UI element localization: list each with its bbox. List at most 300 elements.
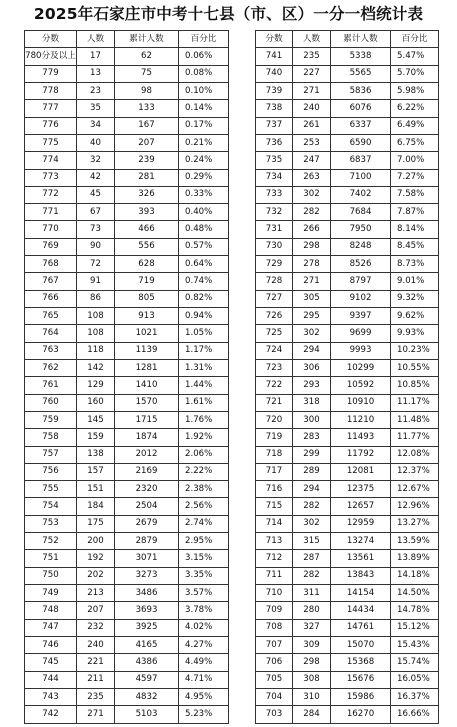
count-cell: 261 — [293, 117, 331, 134]
percent-cell: 16.05% — [391, 671, 439, 688]
table-row — [256, 585, 439, 602]
table-row — [25, 585, 229, 602]
table-row — [25, 65, 229, 82]
score-cell: 720 — [256, 411, 293, 428]
count-cell: 298 — [293, 654, 331, 671]
table-row — [256, 325, 439, 342]
score-cell: 740 — [256, 65, 293, 82]
percent-cell: 0.08% — [179, 65, 229, 82]
score-cell: 722 — [256, 377, 293, 394]
table-row — [256, 463, 439, 480]
header-cumulative: 累计人数 — [331, 31, 391, 48]
table-row — [256, 550, 439, 567]
count-cell: 42 — [77, 169, 115, 186]
table-row — [25, 204, 229, 221]
table-row — [256, 619, 439, 636]
score-cell: 764 — [25, 325, 77, 342]
cumulative-cell: 14761 — [331, 619, 391, 636]
count-cell: 157 — [77, 463, 115, 480]
score-cell: 709 — [256, 602, 293, 619]
score-cell: 771 — [25, 204, 77, 221]
table-row — [256, 48, 439, 65]
cumulative-cell: 6076 — [331, 100, 391, 117]
table-row — [256, 602, 439, 619]
percent-cell: 4.49% — [179, 654, 229, 671]
count-cell: 159 — [77, 429, 115, 446]
count-cell: 283 — [293, 429, 331, 446]
percent-cell: 0.10% — [179, 82, 229, 99]
cumulative-cell: 9397 — [331, 308, 391, 325]
score-cell: 743 — [25, 688, 77, 705]
cumulative-cell: 719 — [115, 273, 179, 290]
table-row — [25, 221, 229, 238]
percent-cell: 14.78% — [391, 602, 439, 619]
count-cell: 129 — [77, 377, 115, 394]
cumulative-cell: 9993 — [331, 342, 391, 359]
cumulative-cell: 2679 — [115, 515, 179, 532]
table-row — [25, 273, 229, 290]
percent-cell: 5.70% — [391, 65, 439, 82]
percent-cell: 1.05% — [179, 325, 229, 342]
table-row — [256, 377, 439, 394]
cumulative-cell: 239 — [115, 152, 179, 169]
cumulative-cell: 5565 — [331, 65, 391, 82]
score-cell: 731 — [256, 221, 293, 238]
cumulative-cell: 7100 — [331, 169, 391, 186]
table-row — [25, 463, 229, 480]
table-row — [256, 65, 439, 82]
table-row — [25, 342, 229, 359]
count-cell: 280 — [293, 602, 331, 619]
cumulative-cell: 628 — [115, 256, 179, 273]
score-cell: 734 — [256, 169, 293, 186]
cumulative-cell: 326 — [115, 186, 179, 203]
table-row — [25, 134, 229, 151]
score-cell: 741 — [256, 48, 293, 65]
count-cell: 235 — [77, 688, 115, 705]
cumulative-cell: 3071 — [115, 550, 179, 567]
percent-cell: 9.93% — [391, 325, 439, 342]
percent-cell: 3.57% — [179, 585, 229, 602]
percent-cell: 9.01% — [391, 273, 439, 290]
percent-cell: 10.23% — [391, 342, 439, 359]
percent-cell: 14.50% — [391, 585, 439, 602]
table-row — [256, 411, 439, 428]
percent-cell: 4.71% — [179, 671, 229, 688]
count-cell: 35 — [77, 100, 115, 117]
table-row — [256, 636, 439, 653]
cumulative-cell: 10299 — [331, 359, 391, 376]
percent-cell: 0.82% — [179, 290, 229, 307]
cumulative-cell: 15070 — [331, 636, 391, 653]
score-cell: 742 — [25, 706, 77, 723]
score-cell: 744 — [25, 671, 77, 688]
table-row — [25, 325, 229, 342]
cumulative-cell: 207 — [115, 134, 179, 151]
count-cell: 227 — [293, 65, 331, 82]
percent-cell: 0.06% — [179, 48, 229, 65]
count-cell: 160 — [77, 394, 115, 411]
count-cell: 282 — [293, 204, 331, 221]
table-row — [25, 654, 229, 671]
cumulative-cell: 12375 — [331, 481, 391, 498]
percent-cell: 2.22% — [179, 463, 229, 480]
percent-cell: 10.85% — [391, 377, 439, 394]
table-row — [25, 100, 229, 117]
count-cell: 34 — [77, 117, 115, 134]
score-cell: 728 — [256, 273, 293, 290]
table-row — [25, 550, 229, 567]
count-cell: 294 — [293, 481, 331, 498]
count-cell: 298 — [293, 238, 331, 255]
cumulative-cell: 2169 — [115, 463, 179, 480]
percent-cell: 12.37% — [391, 463, 439, 480]
score-cell: 749 — [25, 585, 77, 602]
count-cell: 305 — [293, 290, 331, 307]
percent-cell: 3.78% — [179, 602, 229, 619]
table-row — [25, 82, 229, 99]
count-cell: 271 — [77, 706, 115, 723]
count-cell: 221 — [77, 654, 115, 671]
table-row — [256, 671, 439, 688]
count-cell: 311 — [293, 585, 331, 602]
table-row — [25, 636, 229, 653]
score-cell: 779 — [25, 65, 77, 82]
score-cell: 759 — [25, 411, 77, 428]
score-cell: 747 — [25, 619, 77, 636]
score-cell: 772 — [25, 186, 77, 203]
cumulative-cell: 13274 — [331, 533, 391, 550]
percent-cell: 2.95% — [179, 533, 229, 550]
score-cell: 756 — [25, 463, 77, 480]
percent-cell: 16.66% — [391, 706, 439, 723]
score-cell: 735 — [256, 152, 293, 169]
percent-cell: 15.74% — [391, 654, 439, 671]
score-cell: 732 — [256, 204, 293, 221]
count-cell: 318 — [293, 394, 331, 411]
count-cell: 247 — [293, 152, 331, 169]
count-cell: 295 — [293, 308, 331, 325]
score-cell: 778 — [25, 82, 77, 99]
header-cumulative: 累计人数 — [115, 31, 179, 48]
count-cell: 118 — [77, 342, 115, 359]
percent-cell: 12.08% — [391, 446, 439, 463]
count-cell: 138 — [77, 446, 115, 463]
percent-cell: 2.56% — [179, 498, 229, 515]
cumulative-cell: 4597 — [115, 671, 179, 688]
percent-cell: 3.35% — [179, 567, 229, 584]
percent-cell: 0.17% — [179, 117, 229, 134]
score-cell: 723 — [256, 359, 293, 376]
cumulative-cell: 13843 — [331, 567, 391, 584]
count-cell: 309 — [293, 636, 331, 653]
table-row — [25, 186, 229, 203]
cumulative-cell: 11210 — [331, 411, 391, 428]
count-cell: 90 — [77, 238, 115, 255]
percent-cell: 14.18% — [391, 567, 439, 584]
header-count: 人数 — [77, 31, 115, 48]
cumulative-cell: 1139 — [115, 342, 179, 359]
table-row — [25, 359, 229, 376]
score-cell: 730 — [256, 238, 293, 255]
percent-cell: 0.21% — [179, 134, 229, 151]
cumulative-cell: 3693 — [115, 602, 179, 619]
table-row — [256, 359, 439, 376]
cumulative-cell: 4832 — [115, 688, 179, 705]
table-row — [25, 429, 229, 446]
table-row — [25, 688, 229, 705]
cumulative-cell: 7402 — [331, 186, 391, 203]
cumulative-cell: 98 — [115, 82, 179, 99]
percent-cell: 6.75% — [391, 134, 439, 151]
score-cell: 733 — [256, 186, 293, 203]
cumulative-cell: 3486 — [115, 585, 179, 602]
score-cell: 748 — [25, 602, 77, 619]
score-cell: 762 — [25, 359, 77, 376]
table-row — [25, 567, 229, 584]
score-cell: 761 — [25, 377, 77, 394]
percent-cell: 0.57% — [179, 238, 229, 255]
cumulative-cell: 15676 — [331, 671, 391, 688]
percent-cell: 12.67% — [391, 481, 439, 498]
cumulative-cell: 1874 — [115, 429, 179, 446]
percent-cell: 4.27% — [179, 636, 229, 653]
percent-cell: 1.76% — [179, 411, 229, 428]
header-score: 分数 — [25, 31, 77, 48]
cumulative-cell: 3925 — [115, 619, 179, 636]
percent-cell: 8.73% — [391, 256, 439, 273]
count-cell: 302 — [293, 515, 331, 532]
score-cell: 737 — [256, 117, 293, 134]
cumulative-cell: 466 — [115, 221, 179, 238]
count-cell: 240 — [293, 100, 331, 117]
count-cell: 266 — [293, 221, 331, 238]
table-row — [256, 117, 439, 134]
cumulative-cell: 2320 — [115, 481, 179, 498]
table-row — [256, 273, 439, 290]
table-row — [25, 48, 229, 65]
table-row — [25, 238, 229, 255]
percent-cell: 0.40% — [179, 204, 229, 221]
table-header-row — [256, 31, 439, 48]
cumulative-cell: 14434 — [331, 602, 391, 619]
cumulative-cell: 8248 — [331, 238, 391, 255]
score-cell: 777 — [25, 100, 77, 117]
table-row — [25, 481, 229, 498]
score-cell: 711 — [256, 567, 293, 584]
percent-cell: 5.47% — [391, 48, 439, 65]
count-cell: 67 — [77, 204, 115, 221]
count-cell: 184 — [77, 498, 115, 515]
cumulative-cell: 13561 — [331, 550, 391, 567]
table-row — [256, 100, 439, 117]
score-cell: 705 — [256, 671, 293, 688]
percent-cell: 0.94% — [179, 308, 229, 325]
cumulative-cell: 2012 — [115, 446, 179, 463]
percent-cell: 1.44% — [179, 377, 229, 394]
cumulative-cell: 133 — [115, 100, 179, 117]
score-cell: 725 — [256, 325, 293, 342]
score-cell: 750 — [25, 567, 77, 584]
score-cell: 780分及以上 — [25, 48, 77, 65]
count-cell: 17 — [77, 48, 115, 65]
header-count: 人数 — [293, 31, 331, 48]
table-row — [256, 567, 439, 584]
score-cell: 752 — [25, 533, 77, 550]
score-cell: 774 — [25, 152, 77, 169]
cumulative-cell: 6337 — [331, 117, 391, 134]
percent-cell: 4.95% — [179, 688, 229, 705]
count-cell: 315 — [293, 533, 331, 550]
cumulative-cell: 12081 — [331, 463, 391, 480]
score-cell: 729 — [256, 256, 293, 273]
cumulative-cell: 8526 — [331, 256, 391, 273]
count-cell: 192 — [77, 550, 115, 567]
percent-cell: 1.92% — [179, 429, 229, 446]
cumulative-cell: 5338 — [331, 48, 391, 65]
score-cell: 703 — [256, 706, 293, 723]
percent-cell: 0.29% — [179, 169, 229, 186]
cumulative-cell: 15986 — [331, 688, 391, 705]
cumulative-cell: 1410 — [115, 377, 179, 394]
cumulative-cell: 9102 — [331, 290, 391, 307]
percent-cell: 15.12% — [391, 619, 439, 636]
cumulative-cell: 7950 — [331, 221, 391, 238]
header-percent: 百分比 — [179, 31, 229, 48]
count-cell: 278 — [293, 256, 331, 273]
table-row — [256, 429, 439, 446]
count-cell: 293 — [293, 377, 331, 394]
table-row — [256, 308, 439, 325]
table-row — [25, 290, 229, 307]
cumulative-cell: 4386 — [115, 654, 179, 671]
cumulative-cell: 11493 — [331, 429, 391, 446]
score-cell: 757 — [25, 446, 77, 463]
table-row — [256, 515, 439, 532]
count-cell: 240 — [77, 636, 115, 653]
table-row — [256, 221, 439, 238]
score-cell: 767 — [25, 273, 77, 290]
count-cell: 282 — [293, 567, 331, 584]
score-cell: 746 — [25, 636, 77, 653]
cumulative-cell: 11792 — [331, 446, 391, 463]
cumulative-cell: 6590 — [331, 134, 391, 151]
percent-cell: 2.74% — [179, 515, 229, 532]
table-row — [256, 256, 439, 273]
percent-cell: 2.38% — [179, 481, 229, 498]
cumulative-cell: 75 — [115, 65, 179, 82]
percent-cell: 9.32% — [391, 290, 439, 307]
table-row — [256, 186, 439, 203]
cumulative-cell: 12959 — [331, 515, 391, 532]
table-row — [25, 169, 229, 186]
percent-cell: 9.62% — [391, 308, 439, 325]
count-cell: 235 — [293, 48, 331, 65]
percent-cell: 7.00% — [391, 152, 439, 169]
percent-cell: 6.22% — [391, 100, 439, 117]
score-cell: 775 — [25, 134, 77, 151]
score-cell: 765 — [25, 308, 77, 325]
percent-cell: 0.64% — [179, 256, 229, 273]
percent-cell: 7.87% — [391, 204, 439, 221]
cumulative-cell: 281 — [115, 169, 179, 186]
score-table-left — [24, 30, 229, 724]
score-cell: 714 — [256, 515, 293, 532]
score-cell: 727 — [256, 290, 293, 307]
score-cell: 766 — [25, 290, 77, 307]
percent-cell: 8.14% — [391, 221, 439, 238]
score-cell: 776 — [25, 117, 77, 134]
score-cell: 726 — [256, 308, 293, 325]
percent-cell: 11.48% — [391, 411, 439, 428]
percent-cell: 7.58% — [391, 186, 439, 203]
table-row — [25, 533, 229, 550]
score-cell: 738 — [256, 100, 293, 117]
score-cell: 719 — [256, 429, 293, 446]
table-row — [256, 152, 439, 169]
score-cell: 716 — [256, 481, 293, 498]
percent-cell: 2.06% — [179, 446, 229, 463]
table-row — [25, 411, 229, 428]
score-cell: 715 — [256, 498, 293, 515]
table-row — [256, 706, 439, 723]
cumulative-cell: 7684 — [331, 204, 391, 221]
cumulative-cell: 5103 — [115, 706, 179, 723]
score-table-right — [255, 30, 439, 724]
cumulative-cell: 9699 — [331, 325, 391, 342]
count-cell: 108 — [77, 325, 115, 342]
cumulative-cell: 16270 — [331, 706, 391, 723]
table-row — [25, 706, 229, 723]
count-cell: 302 — [293, 325, 331, 342]
score-cell: 706 — [256, 654, 293, 671]
score-cell: 751 — [25, 550, 77, 567]
count-cell: 175 — [77, 515, 115, 532]
table-row — [256, 688, 439, 705]
percent-cell: 13.59% — [391, 533, 439, 550]
table-row — [25, 152, 229, 169]
score-cell: 724 — [256, 342, 293, 359]
count-cell: 213 — [77, 585, 115, 602]
count-cell: 145 — [77, 411, 115, 428]
percent-cell: 11.17% — [391, 394, 439, 411]
score-cell: 708 — [256, 619, 293, 636]
percent-cell: 0.14% — [179, 100, 229, 117]
percent-cell: 10.55% — [391, 359, 439, 376]
percent-cell: 16.37% — [391, 688, 439, 705]
count-cell: 271 — [293, 82, 331, 99]
cumulative-cell: 8797 — [331, 273, 391, 290]
cumulative-cell: 393 — [115, 204, 179, 221]
score-cell: 718 — [256, 446, 293, 463]
count-cell: 13 — [77, 65, 115, 82]
percent-cell: 15.43% — [391, 636, 439, 653]
count-cell: 299 — [293, 446, 331, 463]
percent-cell: 13.89% — [391, 550, 439, 567]
percent-cell: 0.33% — [179, 186, 229, 203]
table-row — [256, 446, 439, 463]
score-cell: 753 — [25, 515, 77, 532]
cumulative-cell: 1281 — [115, 359, 179, 376]
count-cell: 300 — [293, 411, 331, 428]
score-cell: 763 — [25, 342, 77, 359]
cumulative-cell: 1570 — [115, 394, 179, 411]
percent-cell: 0.74% — [179, 273, 229, 290]
cumulative-cell: 913 — [115, 308, 179, 325]
table-row — [256, 82, 439, 99]
percent-cell: 1.61% — [179, 394, 229, 411]
percent-cell: 4.02% — [179, 619, 229, 636]
